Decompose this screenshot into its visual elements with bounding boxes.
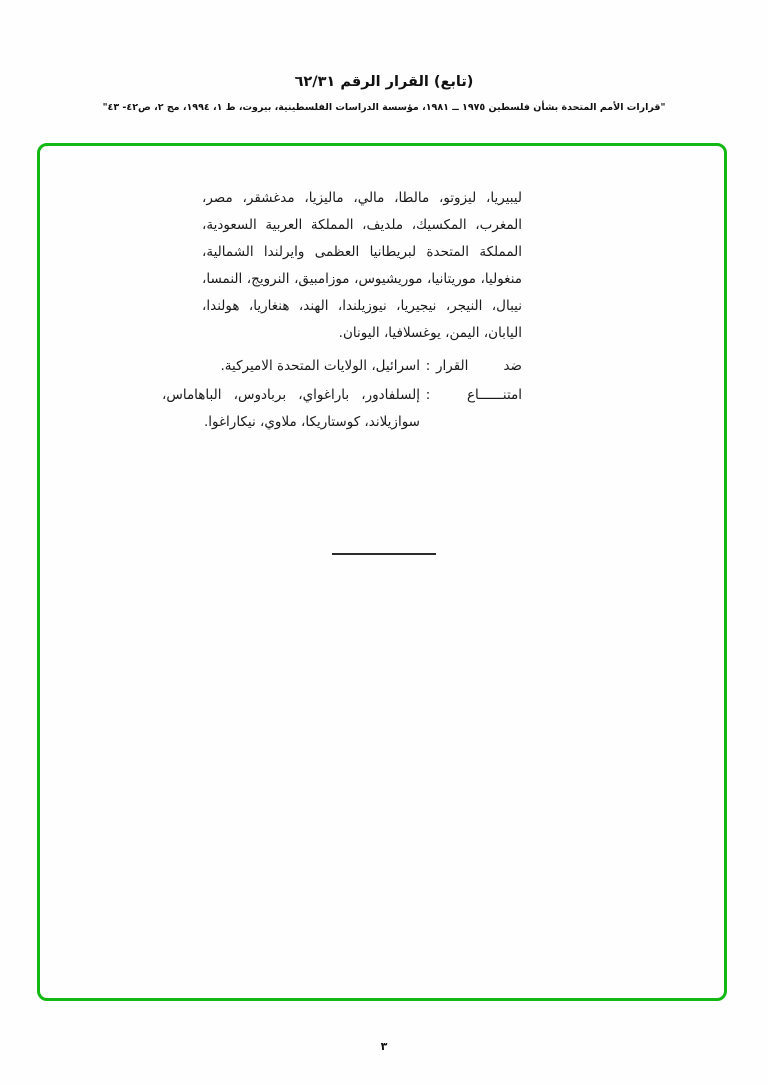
vote-row — [162, 382, 522, 436]
page-number: ٣ — [380, 1040, 388, 1053]
vote-results-list — [162, 353, 522, 436]
vote-values-against: اسرائيل، الولايات المتحدة الاميركية. — [220, 358, 420, 374]
vote-row — [162, 353, 522, 380]
vote-values-abstained: إلسلفادور، باراغواي، بربادوس، الباهاماس، سوازيلاند، كوستاريكا، ملاوي، نيكاراغوا. — [162, 387, 420, 430]
section-divider — [0, 553, 768, 555]
vote-separator: : — [425, 387, 431, 403]
country-list-paragraph: ليبيريا، ليزوتو، مالطا، مالي، ماليزيا، مدغشقر، مصر، المغرب، المكسيك، ملديف، المملكة العربية السعودية، المملكة المتحدة لبريطانيا العظمى وايرلندا الشمالية، منغوليا، موريتانيا، موريشيوس، موزامبيق، النرويج، النمسا، نيبال، النيجر، نيجيريا، نيوزيلندا، الهند، هنغاريا، هولندا، اليابان، اليمن، يوغسلافيا، اليونان. — [202, 190, 522, 341]
vote-separator: : — [425, 358, 431, 374]
source-citation: "قرارات الأمم المتحدة بشأن فلسطين ١٩٧٥ ــ ١٩٨١، مؤسسة الدراسات الفلسطينية، بيروت، ط ١، ١٩٩٤، مج ٢، ص٤٢- ٤٣" — [102, 101, 666, 113]
divider-rule — [332, 553, 436, 555]
page-title: (تابع) القرار الرقم ٦٢/٣١ — [294, 74, 474, 90]
vote-label-abstained: امتنــــــاع — [466, 387, 522, 403]
document-body — [37, 185, 727, 438]
document-header — [0, 72, 768, 115]
vote-label-against: ضد القرار — [436, 358, 522, 374]
